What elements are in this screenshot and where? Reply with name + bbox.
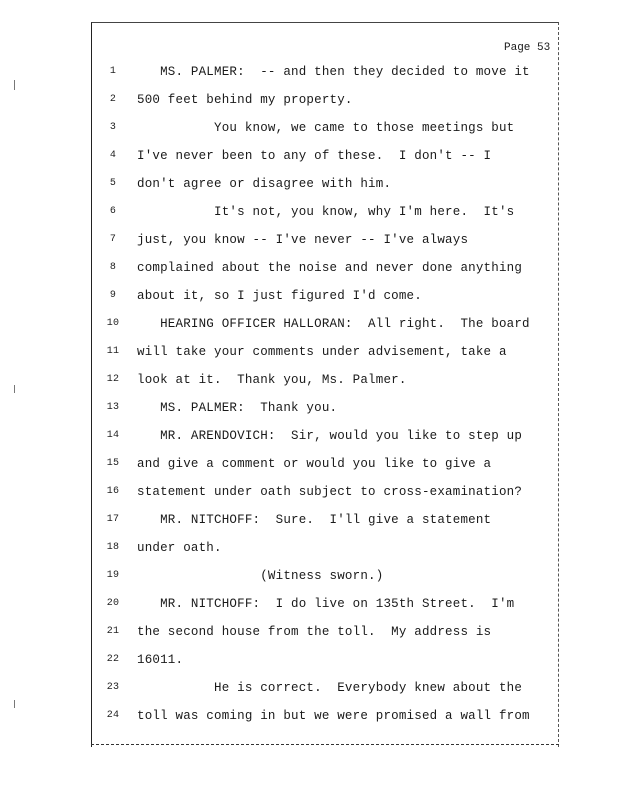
- margin-mark: [14, 80, 15, 90]
- line-text: complained about the noise and never done anything: [137, 261, 523, 275]
- line-number: 9: [109, 290, 117, 301]
- line-number: 12: [106, 374, 120, 385]
- line-text: don't agree or disagree with him.: [137, 177, 392, 191]
- transcript-line: [100, 594, 552, 614]
- line-number: 23: [106, 682, 120, 693]
- line-text: MR. NITCHOFF: Sure. I'll give a statement: [137, 513, 492, 527]
- line-text: just, you know -- I've never -- I've always: [137, 233, 469, 247]
- line-number: 10: [106, 318, 120, 329]
- transcript-line: [100, 482, 552, 502]
- bottom-rule: [91, 744, 559, 745]
- line-number: 21: [106, 626, 120, 637]
- transcript-line: [100, 426, 552, 446]
- line-text: toll was coming in but we were promised a wall from: [137, 709, 530, 723]
- line-text: and give a comment or would you like to give a: [137, 457, 492, 471]
- transcript-line: [100, 650, 552, 670]
- line-text: HEARING OFFICER HALLORAN: All right. The board: [137, 317, 530, 331]
- transcript-line: [100, 622, 552, 642]
- transcript-line: [100, 342, 552, 362]
- line-number: 2: [109, 94, 117, 105]
- line-text: (Witness sworn.): [137, 569, 384, 583]
- line-number: 8: [109, 262, 117, 273]
- page-number: Page 53: [504, 42, 551, 54]
- line-number: 5: [109, 178, 117, 189]
- line-text: under oath.: [137, 541, 222, 555]
- line-number: 22: [106, 654, 120, 665]
- margin-mark: [14, 385, 15, 393]
- transcript-line: [100, 146, 552, 166]
- line-text: statement under oath subject to cross-examination?: [137, 485, 523, 499]
- transcript-line: [100, 370, 552, 390]
- line-number: 1: [109, 66, 117, 77]
- transcript-line: [100, 174, 552, 194]
- line-text: I've never been to any of these. I don't -- I: [137, 149, 492, 163]
- transcript-line: [100, 230, 552, 250]
- line-number: 6: [109, 206, 117, 217]
- transcript-line: [100, 510, 552, 530]
- line-number: 18: [106, 542, 120, 553]
- line-number: 3: [109, 122, 117, 133]
- line-text: the second house from the toll. My address is: [137, 625, 492, 639]
- line-number: 20: [106, 598, 120, 609]
- transcript-line: [100, 90, 552, 110]
- transcript-line: [100, 62, 552, 82]
- line-text: look at it. Thank you, Ms. Palmer.: [137, 373, 407, 387]
- line-number: 16: [106, 486, 120, 497]
- line-text: MS. PALMER: Thank you.: [137, 401, 338, 415]
- line-number: 15: [106, 458, 120, 469]
- transcript-line: [100, 706, 552, 726]
- line-text: 500 feet behind my property.: [137, 93, 353, 107]
- line-text: MR. NITCHOFF: I do live on 135th Street. I'm: [137, 597, 515, 611]
- line-number: 7: [109, 234, 117, 245]
- line-text: 16011.: [137, 653, 184, 667]
- transcript-line: [100, 202, 552, 222]
- line-number: 11: [106, 346, 120, 357]
- line-text: will take your comments under advisement, take a: [137, 345, 507, 359]
- transcript-line: [100, 566, 552, 586]
- line-number: 19: [106, 570, 120, 581]
- line-text: It's not, you know, why I'm here. It's: [137, 205, 515, 219]
- line-text: He is correct. Everybody knew about the: [137, 681, 523, 695]
- line-number: 17: [106, 514, 120, 525]
- transcript-line: [100, 258, 552, 278]
- line-number: 14: [106, 430, 120, 441]
- line-text: about it, so I just figured I'd come.: [137, 289, 422, 303]
- transcript-line: [100, 118, 552, 138]
- line-text: MR. ARENDOVICH: Sir, would you like to step up: [137, 429, 523, 443]
- line-number: 13: [106, 402, 120, 413]
- line-text: MS. PALMER: -- and then they decided to move it: [137, 65, 530, 79]
- line-number: 4: [109, 150, 117, 161]
- line-number: 24: [106, 710, 120, 721]
- margin-mark: [14, 700, 15, 708]
- transcript-line: [100, 286, 552, 306]
- transcript-line: [100, 454, 552, 474]
- line-text: You know, we came to those meetings but: [137, 121, 515, 135]
- transcript-line: [100, 678, 552, 698]
- transcript-line: [100, 398, 552, 418]
- transcript-line: [100, 538, 552, 558]
- transcript-line: [100, 314, 552, 334]
